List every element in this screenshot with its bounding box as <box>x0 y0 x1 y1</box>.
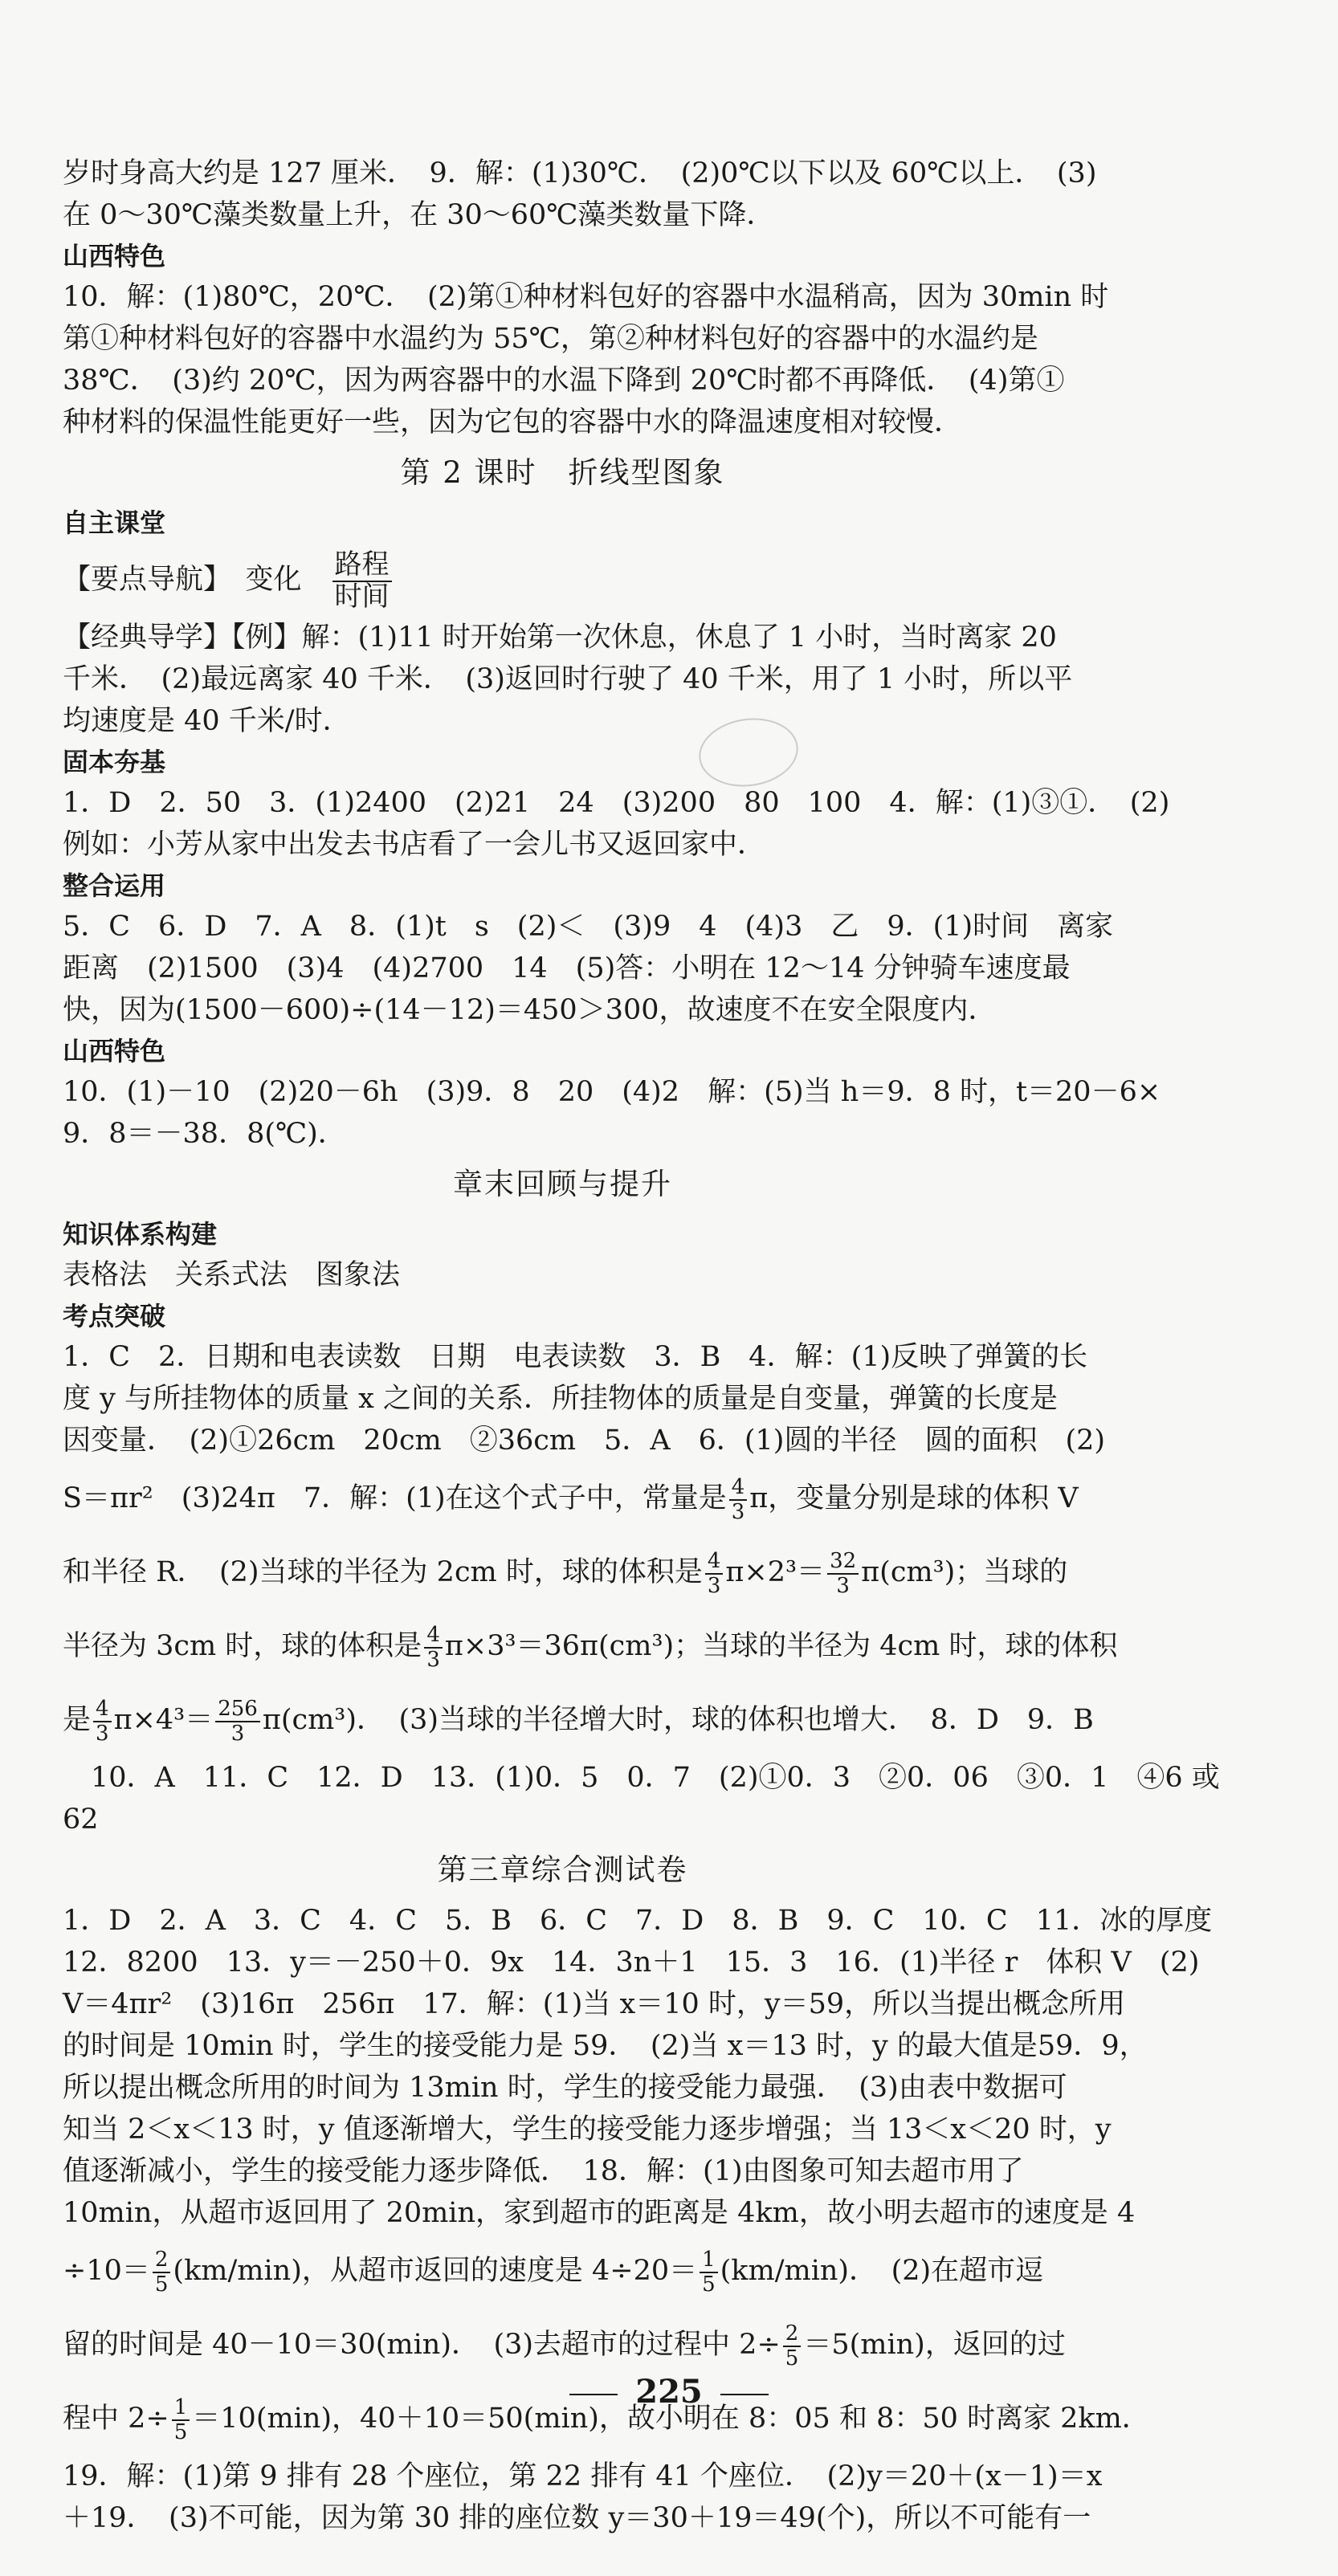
text-line: 值逐渐减小，学生的接受能力逐步降低． 18．解：(1)由图象可知去超市用了 <box>63 2155 1024 2187</box>
text-line: 程中 2÷ $\frac{1}{5}$ ＝10(min)，40＋10＝50(min)，故小明在 8：05 和 8：50 时离家 2km． <box>63 2395 1150 2444</box>
text-line: 岁时身高大约是 127 厘米． 9．解：(1)30℃． (2)0℃以下以及 60℃以上． (3) <box>63 157 1097 190</box>
text-line: 度 y 与所挂物体的质量 x 之间的关系．所挂物体的质量是自变量，弹簧的长度是 <box>63 1383 1059 1415</box>
text-line: 知当 2＜x＜13 时，y 值逐渐增大，学生的接受能力逐步增强；当 13＜x＜20 时，y <box>63 2113 1112 2146</box>
section-heading: 整合运用 <box>63 870 166 901</box>
fraction: $\frac{32}{3}$ <box>827 1550 859 1597</box>
fraction: $\frac{256}{3}$ <box>215 1698 260 1745</box>
text-line: 表格法 关系式法 图象法 <box>63 1259 401 1291</box>
text-line: 快，因为(1500－600)÷(14－12)＝450＞300，故速度不在安全限度内． <box>63 994 997 1026</box>
text-line: 留的时间是 40－10＝30(min)． (3)去超市的过程中 2÷ $\frac{2}{5}$ ＝5(min)，返回的过 <box>63 2321 1066 2370</box>
text-line: 10．(1)－10 (2)20－6h (3)9．8 20 (4)2 解：(5)当 h＝9．8 时，t＝20－6× <box>63 1076 1161 1108</box>
fraction: $\frac{1}{5}$ <box>172 2396 190 2444</box>
section-heading: 山西特色 <box>63 241 166 271</box>
section-heading: 考点突破 <box>63 1301 166 1331</box>
text-line: 12．8200 13．y＝－250＋0．9x 14．3n＋1 15．3 16．(1)半径 r 体积 V (2) <box>63 1946 1200 1979</box>
dash-right <box>720 2394 769 2395</box>
text-line: 10min，从超市返回用了 20min，家到超市的距离是 4km，故小明去超市的速度是 4 <box>63 2197 1136 2229</box>
fraction: $\frac{\text{路程}}{\text{时间}}$ <box>332 550 392 612</box>
page-number: 225 <box>0 2373 1338 2411</box>
lesson-title: 第 2 课时 折线型图象 <box>400 455 725 490</box>
text-line: 距离 (2)1500 (3)4 (4)2700 14 (5)答：小明在 12～14 分钟骑车速度最 <box>63 952 1071 984</box>
text-line: 所以提出概念所用的时间为 13min 时，学生的接受能力最强． (3)由表中数据可 <box>63 2072 1067 2104</box>
fraction: $\frac{4}{3}$ <box>729 1476 748 1523</box>
section-heading: 自主课堂 <box>63 507 166 538</box>
text-line: V＝4πr² (3)16π 256π 17．解：(1)当 x＝10 时，y＝59，所以当提出概念所用 <box>63 1988 1126 2020</box>
section-heading: 山西特色 <box>63 1036 166 1066</box>
text-line: 千米． (2)最远离家 40 千米． (3)返回时行驶了 40 千米，用了 1 小时，所以平 <box>63 663 1073 695</box>
section-heading: 固本夯基 <box>63 747 166 777</box>
text-line: 19．解：(1)第 9 排有 28 个座位，第 22 排有 41 个座位． (2)y＝20＋(x－1)＝x <box>63 2460 1103 2492</box>
text-line: 种材料的保温性能更好一些，因为它包的容器中水的降温速度相对较慢． <box>63 406 963 438</box>
answer-page <box>63 153 1220 2539</box>
text-line: 1．D 2．50 3．(1)2400 (2)21 24 (3)200 80 100 4．解：(1)③①． (2) <box>63 787 1170 819</box>
text-line: 62 <box>63 1804 99 1836</box>
text-line: 10．解：(1)80℃，20℃． (2)第①种材料包好的容器中水温稍高，因为 30min 时 <box>63 281 1109 313</box>
text-line: 的时间是 10min 时，学生的接受能力是 59． (2)当 x＝13 时，y 的最大值是59．9， <box>63 2030 1148 2062</box>
text-line: 因变量． (2)①26cm 20cm ②36cm 5．A 6．(1)圆的半径 圆的面积 (2) <box>63 1425 1106 1457</box>
fraction: $\frac{4}{3}$ <box>93 1698 112 1745</box>
text-line: 和半径 R． (2)当球的半径为 2cm 时，球的体积是 $\frac{4}{3}$ π×2³＝ $\frac{32}{3}$ π(cm³)；当球的 <box>63 1548 1068 1598</box>
text-line: 5．C 6．D 7．A 8．(1)t s (2)＜ (3)9 4 (4)3 乙 9．(1)时间 离家 <box>63 911 1114 943</box>
fraction: $\frac{4}{3}$ <box>424 1624 443 1671</box>
dash-left <box>569 2394 618 2395</box>
test-title: 第三章综合测试卷 <box>437 1853 688 1887</box>
text-line: 38℃． (3)约 20℃，因为两容器中的水温下降到 20℃时都不再降低． (4)第① <box>63 365 1065 397</box>
text-line: 在 0～30℃藻类数量上升，在 30～60℃藻类数量下降． <box>63 199 775 231</box>
text-line: 是 $\frac{4}{3}$ π×4³＝ $\frac{256}{3}$ π(cm³)． (3)当球的半径增大时，球的体积也增大． 8．D 9．B <box>63 1696 1094 1746</box>
fraction: $\frac{4}{3}$ <box>705 1550 724 1597</box>
text-line: 例如：小芳从家中出发去书店看了一会儿书又返回家中． <box>63 829 766 861</box>
text-line: S＝πr² (3)24π 7．解：(1)在这个式子中，常量是 $\frac{4}{3}$ π，变量分别是球的体积 V <box>63 1474 1079 1524</box>
fraction: $\frac{2}{5}$ <box>783 2322 802 2370</box>
text-line: 10．A 11．C 12．D 13．(1)0．5 0．7 (2)①0．3 ②0．06 ③0．1 ④6 或 <box>63 1762 1220 1794</box>
fraction: $\frac{1}{5}$ <box>700 2248 718 2296</box>
text-line: ＋19． (3)不可能，因为第 30 排的座位数 y＝30＋19＝49(个)，所以不可能有一 <box>63 2502 1091 2534</box>
text-line: 【要点导航】 变化 $\frac{\text{路程}}{\text{时间}}$ <box>63 543 1063 617</box>
text-line: 1．C 2．日期和电表读数 日期 电表读数 3．B 4．解：(1)反映了弹簧的长 <box>63 1341 1088 1373</box>
text-line: 半径为 3cm 时，球的体积是 $\frac{4}{3}$ π×3³＝36π(cm³)；当球的半径为 4cm 时，球的体积 <box>63 1622 1118 1672</box>
text-line: 均速度是 40 千米/时． <box>63 705 351 737</box>
text-line: 1．D 2．A 3．C 4．C 5．B 6．C 7．D 8．B 9．C 10．C 11．冰的厚度 <box>63 1905 1213 1937</box>
section-heading: 知识体系构建 <box>63 1219 218 1249</box>
chapter-review-title: 章末回顾与提升 <box>453 1167 672 1201</box>
text-line: ÷10＝ $\frac{2}{5}$ (km/min)，从超市返回的速度是 4÷20＝ $\frac{1}{5}$ (km/min)． (2)在超市逗 <box>63 2247 1044 2297</box>
text-line: 【经典导学】【例】解：(1)11 时开始第一次休息，休息了 1 小时，当时离家 20 <box>63 622 1057 654</box>
text-line: 第①种材料包好的容器中水温约为 55℃，第②种材料包好的容器中的水温约是 <box>63 323 1038 355</box>
text-line: 9．8＝－38．8(℃)． <box>63 1118 346 1150</box>
fraction: $\frac{2}{5}$ <box>153 2248 171 2296</box>
